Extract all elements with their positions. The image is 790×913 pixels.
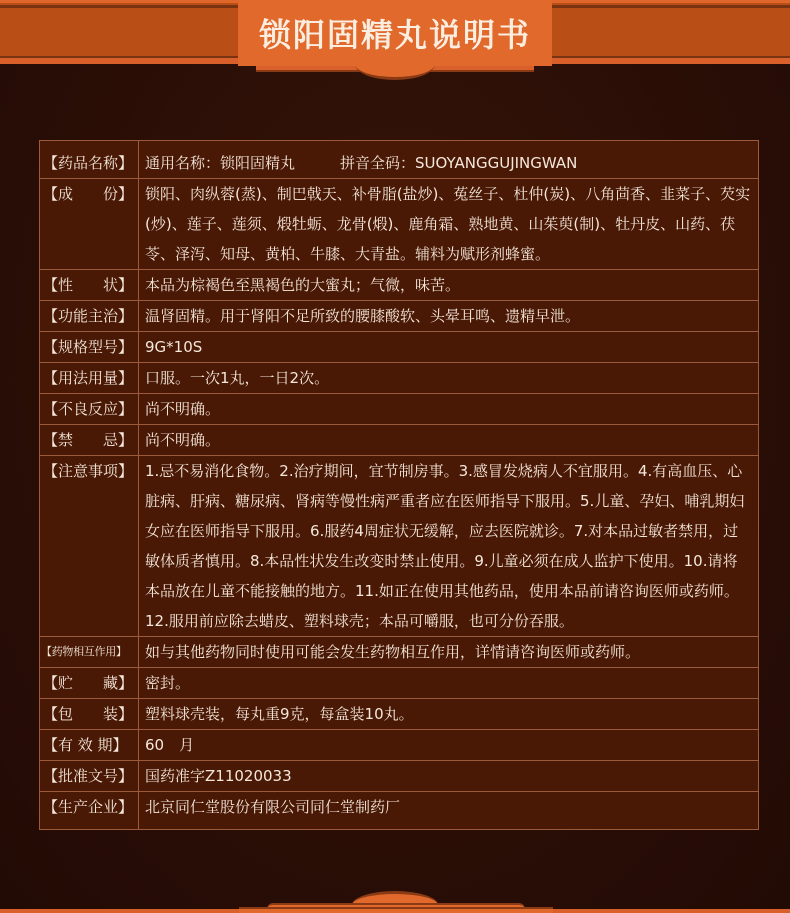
table-row [40,141,759,179]
table-row [40,179,759,270]
value-specification: 9G*10S [139,332,759,363]
label-precautions: 【注意事项】 [40,456,139,637]
table-row [40,363,759,394]
table-row [40,425,759,456]
value-contraindications: 尚不明确。 [139,425,759,456]
label-specification: 【规格型号】 [40,332,139,363]
value-adverse-reactions: 尚不明确。 [139,394,759,425]
label-ingredients: 【成 份】 [40,179,139,270]
table-row [40,456,759,637]
value-precautions: 1.忌不易消化食物。2.治疗期间，宜节制房事。3.感冒发烧病人不宜服用。4.有高血压、心脏病、肝病、糖尿病、肾病等慢性病严重者应在医师指导下服用。5.儿童、孕妇、哺乳期妇女应在医师指导下服用。6.服药4周症状无缓解，应去医院就诊。7.对本品过敏者禁用，过敏体质者慎用。8.本品性状发生改变时禁止使用。9.儿童必须在成人监护下使用。10.请将本品放在儿童不能接触的地方。11.如正在使用其他药品，使用本品前请咨询医师或药师。12.服用前应除去蜡皮、塑料球壳；本品可嚼服，也可分份吞服。 [139,456,759,637]
label-adverse-reactions: 【不良反应】 [40,394,139,425]
label-drug-name: 【药品名称】 [40,141,139,179]
table-row [40,730,759,761]
table-row [40,270,759,301]
page-title: 锁阳固精丸说明书 [258,16,531,54]
table-row [40,699,759,730]
label-dosage: 【用法用量】 [40,363,139,394]
title-plate [238,0,552,66]
table-row [40,761,759,792]
value-dosage: 口服。一次1丸，一日2次。 [139,363,759,394]
value-storage: 密封。 [139,668,759,699]
label-packaging: 【包 装】 [40,699,139,730]
value-packaging: 塑料球壳装，每丸重9克，每盒装10丸。 [139,699,759,730]
label-contraindications: 【禁 忌】 [40,425,139,456]
table-row [40,301,759,332]
table-row [40,637,759,668]
value-manufacturer: 北京同仁堂股份有限公司同仁堂制药厂 [139,792,759,830]
value-shelf-life: 60 月 [139,730,759,761]
bottom-plate [239,907,553,913]
label-indications: 【功能主治】 [40,301,139,332]
value-drug-name: 通用名称：锁阳固精丸 拼音全码：SUOYANGGUJINGWAN [139,141,759,179]
label-drug-interactions: 【药物相互作用】 [40,637,139,668]
label-shelf-life: 【有 效 期】 [40,730,139,761]
table-row [40,668,759,699]
value-drug-interactions: 如与其他药物同时使用可能会发生药物相互作用，详情请咨询医师或药师。 [139,637,759,668]
label-appearance: 【性 状】 [40,270,139,301]
table-row [40,792,759,830]
value-ingredients: 锁阳、肉纵蓉(蒸)、制巴戟天、补骨脂(盐炒)、菟丝子、杜仲(炭)、八角茴香、韭菜子、芡实(炒)、莲子、莲须、煅牡蛎、龙骨(煅)、鹿角霜、熟地黄、山茱萸(制)、牡丹皮、山药、茯苓、泽泻、知母、黄柏、牛膝、大青盐。辅料为赋形剂蜂蜜。 [139,179,759,270]
table-row [40,394,759,425]
table-row [40,332,759,363]
drug-spec-table [39,140,759,830]
label-approval-number: 【批准文号】 [40,761,139,792]
label-storage: 【贮 藏】 [40,668,139,699]
value-appearance: 本品为棕褐色至黑褐色的大蜜丸；气微，味苦。 [139,270,759,301]
label-manufacturer: 【生产企业】 [40,792,139,830]
value-indications: 温肾固精。用于肾阳不足所致的腰膝酸软、头晕耳鸣、遗精早泄。 [139,301,759,332]
value-approval-number: 国药准字Z11020033 [139,761,759,792]
title-arch-decoration [355,64,435,80]
